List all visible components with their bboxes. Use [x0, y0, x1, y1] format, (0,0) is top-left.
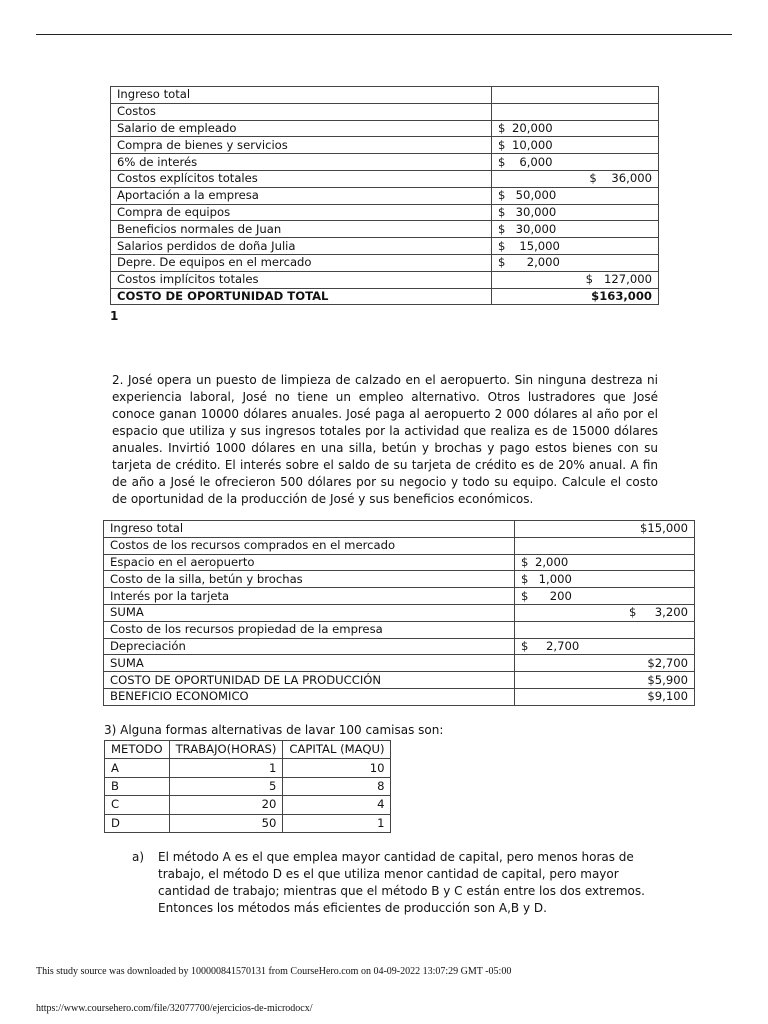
table-row	[104, 655, 695, 672]
amount: 30,000	[512, 221, 557, 236]
table-row	[105, 814, 391, 832]
value-cell	[515, 537, 695, 554]
row-label: Beneficios normales de Juan	[111, 221, 492, 238]
value-cell	[492, 103, 659, 120]
answer-a-text: El método A es el que emplea mayor cantidad de capital, pero menos horas de trabajo, el método D es el que utiliza menor cantidad de capital, pero mayor cantidad de trabajo; mientras que el método B y C están entre los dos extremos. Entonces los métodos más eficientes de producción son A,B y D.	[158, 850, 645, 915]
row-label: Ingreso total	[104, 521, 515, 538]
table-row	[105, 777, 391, 795]
value-cell	[492, 154, 659, 171]
table-row	[104, 521, 695, 538]
currency-sign: $	[498, 221, 506, 236]
table-cell: B	[105, 777, 170, 795]
column-header: METODO	[105, 741, 170, 759]
table-cell: C	[105, 796, 170, 814]
cost-table-1	[110, 86, 659, 305]
table-cell: 8	[283, 777, 391, 795]
table-row	[111, 120, 659, 137]
table-row	[111, 103, 659, 120]
total-value: $ 3,200	[515, 604, 695, 621]
row-label: Ingreso total	[111, 87, 492, 104]
table-row	[104, 554, 695, 571]
amount: 30,000	[512, 204, 557, 219]
amount: 50,000	[512, 188, 557, 203]
value-cell	[515, 588, 695, 605]
table-row	[111, 87, 659, 104]
methods-table	[104, 740, 391, 833]
value-cell	[492, 204, 659, 221]
table-row	[104, 638, 695, 655]
row-label: BENEFICIO ECONOMICO	[104, 688, 515, 705]
table-row	[111, 154, 659, 171]
row-label: 6% de interés	[111, 154, 492, 171]
answer-a-label: a)	[132, 850, 145, 864]
currency-sign: $	[498, 238, 506, 253]
answer-a	[132, 849, 662, 917]
source-notice: This study source was downloaded by 100000841570131 from CourseHero.com on 04-09-2022 13:07:29 GMT -05:00	[36, 966, 512, 977]
total-value: $ 36,000	[492, 170, 659, 187]
value-cell	[515, 638, 695, 655]
amount: 15,000	[512, 238, 560, 253]
table-cell: 20	[169, 796, 283, 814]
value-cell	[492, 254, 659, 271]
row-label: Costos explícitos totales	[111, 170, 492, 187]
row-label: Costos implícitos totales	[111, 271, 492, 288]
value-cell	[492, 187, 659, 204]
table-row	[104, 688, 695, 705]
table-row	[111, 221, 659, 238]
cost-table-2	[103, 520, 695, 706]
amount: 20,000	[512, 120, 553, 135]
total-value: $2,700	[515, 655, 695, 672]
table-row	[104, 537, 695, 554]
header-row	[105, 741, 391, 759]
column-header: TRABAJO(HORAS)	[169, 741, 283, 759]
row-label: Salarios perdidos de doña Julia	[111, 238, 492, 255]
currency-sign: $	[521, 638, 529, 653]
table-cell: 10	[283, 759, 391, 777]
row-label: Costo de los recursos propiedad de la empresa	[104, 621, 515, 638]
table-row	[105, 796, 391, 814]
total-value: $15,000	[515, 521, 695, 538]
currency-sign: $	[498, 204, 506, 219]
header-rule	[36, 34, 732, 35]
amount: 10,000	[512, 137, 553, 152]
table-row	[111, 170, 659, 187]
currency-sign: $	[498, 188, 506, 203]
amount: 2,700	[535, 638, 580, 653]
value-cell	[515, 571, 695, 588]
row-label: Depre. De equipos en el mercado	[111, 254, 492, 271]
value-cell	[492, 238, 659, 255]
row-label: Costos de los recursos comprados en el mercado	[104, 537, 515, 554]
table-row	[104, 604, 695, 621]
total-value: $9,100	[515, 688, 695, 705]
row-label: Compra de bienes y servicios	[111, 137, 492, 154]
currency-sign: $	[521, 571, 529, 586]
footnote-number: 1	[110, 309, 119, 323]
row-label: COSTO DE OPORTUNIDAD DE LA PRODUCCIÓN	[104, 672, 515, 689]
source-url[interactable]: https://www.coursehero.com/file/32077700/ejercicios-de-microdocx/	[36, 1003, 313, 1014]
table-cell: 4	[283, 796, 391, 814]
table-row	[111, 137, 659, 154]
amount: 200	[535, 588, 572, 603]
currency-sign: $	[498, 255, 506, 270]
row-label: Salario de empleado	[111, 120, 492, 137]
row-label: Aportación a la empresa	[111, 187, 492, 204]
question-2-text: 2. José opera un puesto de limpieza de calzado en el aeropuerto. Sin ninguna destreza ni experiencia laboral, José no tiene un empleo alternativo. Otros lustradores que José conoce ganan 10000 dólares anuales. José paga al aeropuerto 2 000 dólares al año por el espacio que utiliza y sus ingresos totales por la actividad que realiza es de 15000 dólares anuales. Invirtió 1000 dólares en una silla, betún y brochas y pago estos bienes con su tarjeta de crédito. El interés sobre el saldo de su tarjeta de crédito es de 20% anual. A fin de año a José le ofrecieron 500 dólares por su negocio y todo su equipo. Calcule el costo de oportunidad de la producción de José y sus beneficios económicos.	[112, 373, 658, 506]
table-row	[104, 571, 695, 588]
row-label: SUMA	[104, 604, 515, 621]
amount: 2,000	[535, 554, 569, 569]
row-label: Compra de equipos	[111, 204, 492, 221]
table-cell: D	[105, 814, 170, 832]
value-cell	[492, 120, 659, 137]
question-3-text: 3) Alguna formas alternativas de lavar 100 camisas son:	[104, 723, 444, 737]
currency-sign: $	[521, 588, 529, 603]
row-label: COSTO DE OPORTUNIDAD TOTAL	[111, 288, 492, 305]
table-row	[104, 672, 695, 689]
row-label: Depreciación	[104, 638, 515, 655]
total-value: $ 127,000	[492, 271, 659, 288]
row-label: Espacio en el aeropuerto	[104, 554, 515, 571]
table-cell: 50	[169, 814, 283, 832]
table-cell: 1	[283, 814, 391, 832]
table-row	[111, 238, 659, 255]
value-cell	[492, 221, 659, 238]
table-row	[111, 271, 659, 288]
table-row	[111, 187, 659, 204]
amount: 6,000	[512, 154, 553, 169]
value-cell	[492, 137, 659, 154]
column-header: CAPITAL (MAQU)	[283, 741, 391, 759]
table-row	[111, 204, 659, 221]
value-cell	[515, 621, 695, 638]
currency-sign: $	[521, 554, 529, 569]
table-row	[111, 288, 659, 305]
table-row	[105, 759, 391, 777]
row-label: Interés por la tarjeta	[104, 588, 515, 605]
row-label: Costos	[111, 103, 492, 120]
total-value: $5,900	[515, 672, 695, 689]
row-label: Costo de la silla, betún y brochas	[104, 571, 515, 588]
table-cell: A	[105, 759, 170, 777]
currency-sign: $	[498, 137, 506, 152]
value-cell	[515, 554, 695, 571]
value-cell	[492, 87, 659, 104]
table-cell: 1	[169, 759, 283, 777]
table-cell: 5	[169, 777, 283, 795]
table-row	[104, 621, 695, 638]
currency-sign: $	[498, 154, 506, 169]
table-row	[104, 588, 695, 605]
currency-sign: $	[498, 120, 506, 135]
amount: 1,000	[535, 571, 572, 586]
row-label: SUMA	[104, 655, 515, 672]
total-value: $163,000	[492, 288, 659, 305]
amount: 2,000	[512, 255, 560, 270]
table-row	[111, 254, 659, 271]
